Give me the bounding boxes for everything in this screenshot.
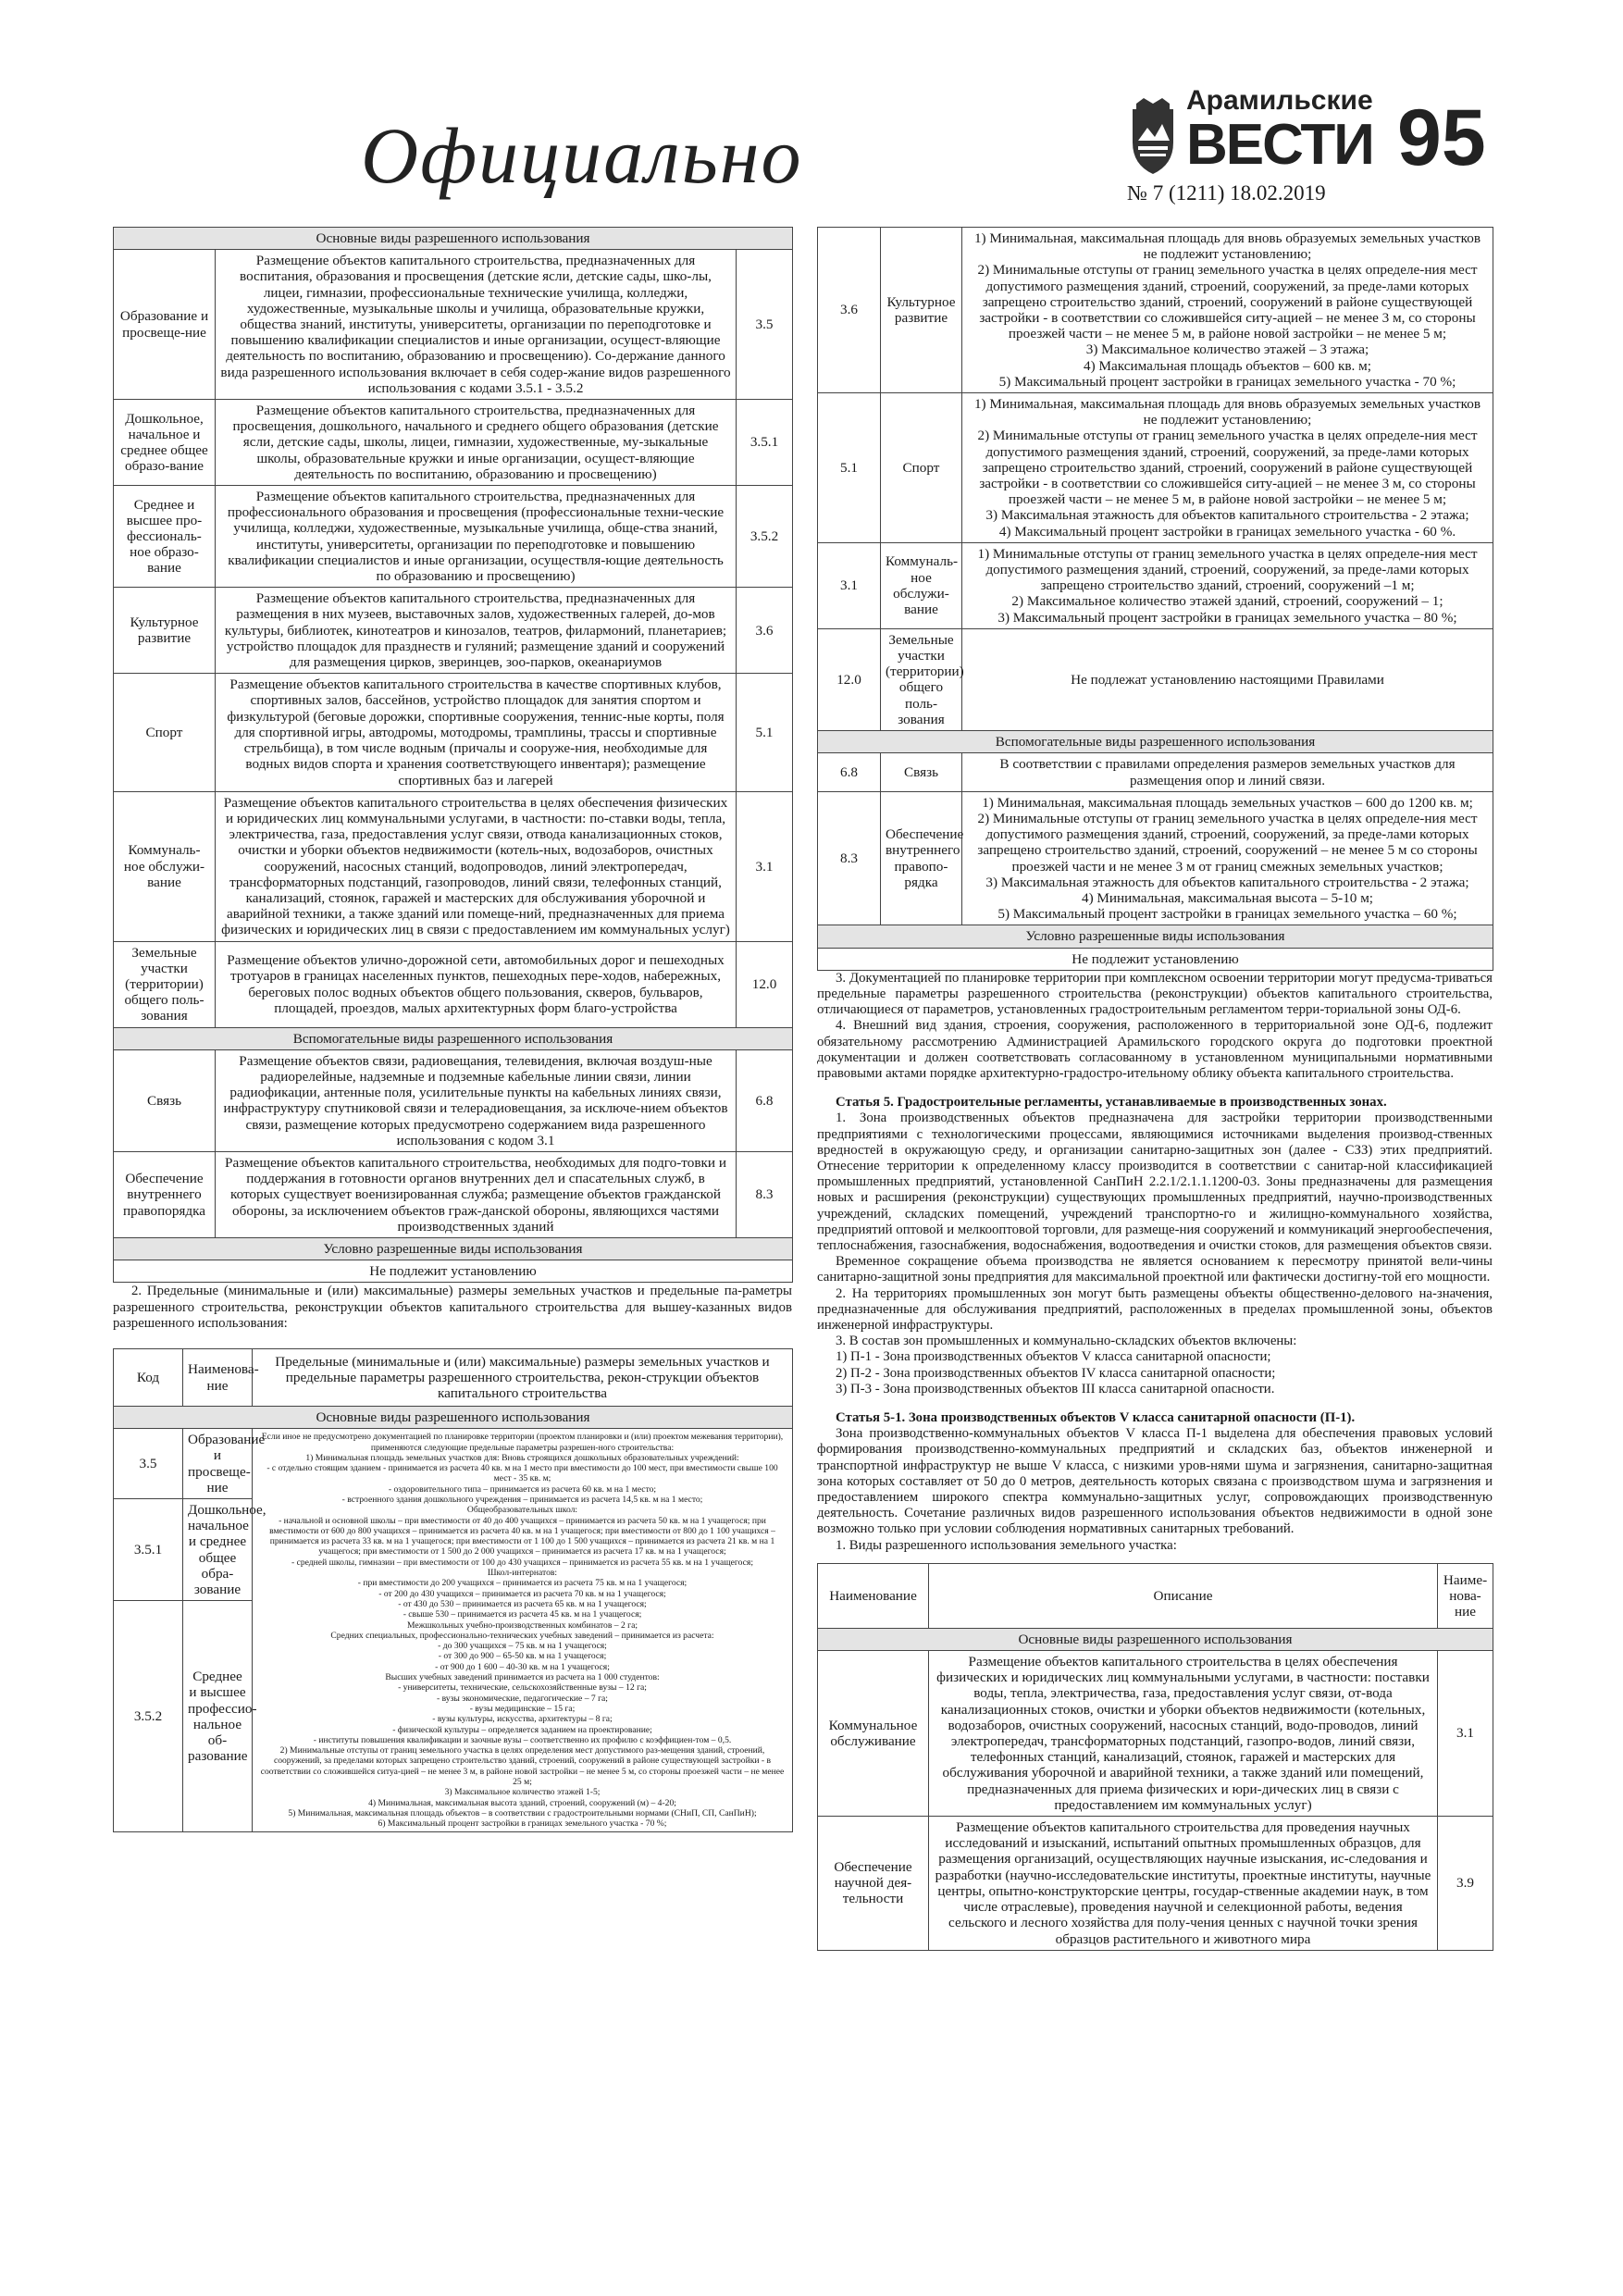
art5-p4: 3. В состав зон промышленных и коммунально-складских объектов включены:	[836, 1334, 1297, 1349]
limits-line: - встроенного здания дошкольного учреждения – принимается из расчета 14,5 кв. м на 1 место;	[341, 1494, 703, 1505]
limit-line: Не подлежат установлению настоящими Правилами	[1071, 671, 1384, 688]
limits-line: Школ-интернатов:	[487, 1568, 558, 1579]
desc-cell: Размещение объектов капитального строительства, предназначенных для профессионального образования и просвещения (профессиональные техни-ческие училища, колледжи, художественные, музыкальные училища, обще-ства знаний, институты, университеты, организации по переподготовке и повышению квалификации специалистов и иные организации, осуществля-ющие деятельность по образованию и просвещению)	[216, 486, 737, 588]
code-cell: 3.5.1	[114, 1499, 183, 1601]
paragraph-2	[113, 1284, 792, 1332]
code-cell: 12.0	[818, 628, 881, 730]
table-row	[114, 674, 793, 791]
limits-line: - от 430 до 530 – принимается из расчета 65 кв. м на 1 учащегося;	[398, 1598, 647, 1609]
name-cell: Земельные участки (территории) общего поль-зования	[114, 941, 216, 1027]
table-row	[114, 588, 793, 674]
art5-p2: Временное сокращение объема производства не является основанием к пересмотру принятой вели-чины санитарно-защитной зоны предприятия для максимальной проектной или фактически достигну-той его мощности.	[817, 1254, 1493, 1285]
art51-p1: Зона производственно-коммунальных объектов V класса П-1 выделена для обеспечения правовых условий формирования производственно-коммунальных предприятий и складских баз, объектов инженерной и транспортной инфраструктур не выше V класса, с низкими уров-нями шума и загрязнения, санитарно-защитная зона которых составляет от 50 до 0 метров, деятельность которых связана с производством шума и загрязнения и предоставлением широкого спектра коммунально-защитных услуг, сопровождающих производственную деятельность. Сочетание различных видов разрешенного использования объектов недвижимости в одной зоне возможно только при условии соблюдения нормативных санитарных требований.	[817, 1426, 1493, 1537]
logo-title: ВЕСТИ	[1186, 113, 1373, 177]
zones-list	[817, 1349, 1493, 1397]
name-cell: Спорт	[881, 393, 962, 543]
name-cell: Связь	[881, 753, 962, 791]
table-row	[114, 250, 793, 400]
name-cell: Обеспечение научной дея-тельности	[818, 1817, 929, 1951]
desc-cell	[962, 791, 1493, 925]
code-cell: 12.0	[737, 941, 793, 1027]
table-row	[818, 228, 1493, 393]
head-desc-4: Описание	[929, 1563, 1438, 1628]
head-code: Код	[114, 1349, 183, 1407]
limit-line: 2) Минимальные отступы от границ земельного участка в целях определе-ния мест допустимого размещения зданий, строений, сооружений, за преде-лами которых запрещено строительство зданий, строений, сооружений в районе существующей застройки - в соответствии со сложившейся ситу-ацией – не менее 3 м, со стороны проезжей части – не менее 5 м, в районе новой застройки – не менее 5 м;	[977, 262, 1478, 342]
head-name-4: Наименование	[818, 1563, 929, 1628]
table-row	[818, 791, 1493, 925]
code-cell: 3.6	[818, 228, 881, 393]
code-cell: 3.5	[737, 250, 793, 400]
limits-line: - от 300 до 900 – 65-50 кв. м на 1 учащегося;	[438, 1651, 607, 1662]
limit-line: 1) Минимальные отступы от границ земельного участка в целях определе-ния мест допустимого размещения зданий, строений, сооружений, за преде-лами которых запрещено строительство зданий, строений, сооружений –1 м;	[977, 545, 1478, 594]
code-cell: 8.3	[737, 1151, 793, 1237]
limits-line: 4) Минимальная, максимальная высота зданий, строений, сооружений (м) – 4-20;	[368, 1797, 676, 1808]
desc-cell	[962, 628, 1493, 730]
limit-line: 1) Минимальная, максимальная площадь для вновь образуемых земельных участков не подлежит установлению;	[973, 230, 1481, 263]
limit-line: 2) Максимальное количество этажей зданий, строений, сооружений – 1;	[1011, 593, 1443, 610]
desc-cell: Размещение объектов связи, радиовещания, телевидения, включая воздуш-ные радиорелейные, надземные и подземные кабельные линии связи, линии радиофикации, антенные поля, усилительные пункты на кабельных линиях связи, инфраструктуру спутниковой связи и телерадиовещания, за исключе-нием объектов связи, размещение которых предусмотрено содержанием вида разрешенного использования с кодом 3.1	[216, 1049, 737, 1151]
permitted-use-table	[113, 227, 793, 1283]
name-cell: Коммуналь-ное обслужи-вание	[881, 542, 962, 628]
limit-line: 5) Максимальный процент застройки в границах земельного участка - 70 %;	[998, 373, 1456, 390]
section-title: Официально	[361, 111, 803, 200]
limits-line: - свыше 530 – принимается из расчета 45 кв. м на 1 учащегося;	[403, 1609, 642, 1620]
limit-line: 3) Максимальная этажность для объектов капитального строительства - 2 этажа;	[985, 507, 1469, 524]
head-desc: Предельные (минимальные и (или) максимальные) размеры земельных участков и предельные параметры разрешенного строительства, рекон-струкции объектов капитального строительства	[253, 1349, 793, 1407]
p1-use-table	[817, 1563, 1493, 1951]
limits-line: Общеобразовательных школ:	[466, 1505, 578, 1516]
desc-cell	[962, 228, 1493, 393]
article-5-title: Статья 5. Градостроительные регламенты, устанавливаемые в производственных зонах.	[836, 1095, 1387, 1111]
right-limits-table	[817, 227, 1493, 971]
limit-line: 2) Минимальные отступы от границ земельного участка в целях определе-ния мест допустимого размещения зданий, строений, сооружений, за преде-лами которых запрещено строительство зданий, строений, сооружений в районе существующей застройки - в соответствии со сложившейся ситу-ацией – не менее 3 м, со стороны проезжей части – не менее 5 м, в районе новой застройки – не менее 5 м;	[977, 428, 1478, 508]
newspaper-logo	[1127, 85, 1373, 187]
zone-item: 2) П-2 - Зона производственных объектов IV класса санитарной опасности;	[836, 1365, 1276, 1381]
limit-line: 3) Максимальный процент застройки в границах земельного участка – 80 %;	[997, 609, 1457, 626]
limits-line: - вузы медицинские – 15 га;	[469, 1703, 576, 1714]
limits-line: 2) Минимальные отступы от границ земельного участка в целях определения мест допустимого раз-мещения зданий, строений, сооружений, за пределами которых запрещено строительство зданий, строений, сооружений в районе существующей застройки - в соответствии со сложившейся ситуа-цией – не менее 3 м, в районе новой застройки – не менее 5 м, со стороны проезжей части – не менее 25 м;	[260, 1745, 785, 1787]
page-header	[0, 0, 1623, 227]
table-row	[114, 486, 793, 588]
desc-cell	[962, 393, 1493, 543]
crest-icon	[1127, 96, 1179, 176]
table-row	[818, 393, 1493, 543]
limits-desc-cell	[253, 1429, 793, 1832]
name-cell: Среднее и высшее профессио-нальное об-разование	[183, 1601, 253, 1832]
band-cond: Условно разрешенные виды использования	[114, 1237, 793, 1260]
limits-line: - с отдельно стоящим зданием - принимается из расчета 40 кв. м на 1 место при вместимости до 100 мест, при вместимости свыше 100 мест - 35 кв. м;	[266, 1463, 778, 1484]
cond-text-3: Не подлежит установлению	[818, 948, 1493, 970]
name-cell: Культурное развитие	[114, 588, 216, 674]
limit-line: 3) Максимальное количество этажей – 3 этажа;	[1085, 341, 1369, 358]
band-cond-3: Условно разрешенные виды использования	[818, 925, 1493, 948]
band-aux: Вспомогательные виды разрешенного использования	[114, 1027, 793, 1049]
para2-text: 2. Предельные (минимальные и (или) максимальные) размеры земельных участков и предельные па-раметры разрешенного строительства, реконструкции объектов капитального строительства для вышеу-казанных видов разрешенного использования:	[113, 1284, 792, 1331]
code-cell: 3.5.1	[737, 400, 793, 486]
name-cell: Образование и просвеще-ние	[114, 250, 216, 400]
art5-p1: 1. Зона производственных объектов предназначена для застройки территории производственными предприятиями с технологическими процессами, являющимися источниками выделения производ-ственных вредностей в окружающую среду, и организации санитарно-защитных зон (далее - СЗЗ) этих предприятий. Отнесение территории к определенному классу производится в соответствии с санитар-ной классификацией промышленных предприятий, установленной СанПиН 2.2.1/2.1.1.1200-03. Зоны предназначены для размещения новых и расширения (реконструкции) существующих промышленных предприятий, научно-производственных учреждений, складских помещений, учреждений транспортно-го и жилищно-коммунального хозяйства, предприятий оптовой и мелкооптовой торговли, для размеще-ния сооружений и коммуникаций энергообеспечения, теплоснабжения, газоснабжения, водоснабжения, водоотведения и очистки стоков, для размещения объектов связи.	[817, 1111, 1493, 1253]
limits-line: - до 300 учащихся – 75 кв. м на 1 учащегося;	[438, 1641, 607, 1652]
cond-text: Не подлежит установлению	[114, 1260, 793, 1283]
limits-line: - вузы экономические, педагогические – 7 га;	[437, 1693, 608, 1704]
page-number: 95	[1397, 93, 1486, 182]
table-row	[114, 1151, 793, 1237]
code-cell: 3.5	[114, 1429, 183, 1499]
desc-cell: Размещение объектов капитального строительства, предназначенных для размещения в них музеев, выставочных залов, художественных галерей, до-мов культуры, библиотек, кинотеатров и кинозалов, театров, филармоний, планетариев; устройство площадок для празднеств и гуляний; размещение зданий и сооружений для размещения цирков, зверинцев, зоо-парков, океанариумов	[216, 588, 737, 674]
limits-line: - институты повышения квалификации и заочные вузы – соответственно их профилю с коэффициен-том – 0,5.	[313, 1734, 732, 1745]
limits-line: - начальной и основной школы – при вместимости от 40 до 400 учащихся – принимается из расчета 50 кв. м на 1 учащегося; при вместимости от 600 до 800 учащихся – принимается из расчета 40 кв. м на 1 учащегося; при вместимости от 800 до 1 100 учащихся – принимается из расчета 33 кв. м на 1 учащегося; при вместимости от 1 100 до 1 500 учащихся – принимается из расчета 21 кв. м на 1 учащегося; при вместимости от 1 500 до 2 000 учащихся – принимается из расчета 17 кв. м на 1 учащегося;	[269, 1515, 775, 1558]
name-cell: Земельные участки (территории) общего поль-зования	[881, 628, 962, 730]
code-cell: 3.1	[737, 791, 793, 941]
table-row	[114, 941, 793, 1027]
limits-line: - оздоровительного типа – принимается из расчета 60 кв. м на 1 место;	[388, 1483, 657, 1495]
name-cell: Коммуналь-ное обслужи-вание	[114, 791, 216, 941]
limits-line: 6) Максимальный процент застройки в границах земельного участка - 70 %;	[378, 1818, 667, 1830]
desc-cell: Размещение объектов капитального строительства, предназначенных для просвещения, дошкольного, начального и среднего общего образования (детские ясли, детские сады, школы, лицеи, гимназии, художественные, му-зыкальные школы, образовательные кружки и иные организации, осущест-вляющие деятельность по воспитанию, образованию и просвещению)	[216, 400, 737, 486]
limits-line: 5) Минимальная, максимальная площадь объектов – в соответствии с градостроительными нормами (СНиП, СП, СанПиН);	[288, 1807, 757, 1818]
band-aux-3: Вспомогательные виды разрешенного использования	[818, 731, 1493, 753]
limits-line: Если иное не предусмотрено документацией по планировке территории (проектом планировки и (или) проектом межевания территории), применяются следующие предельные параметры разрешен-ного строительства:	[261, 1432, 784, 1453]
desc-cell: Размещение объектов капитального строительства для проведения научных исследований и изысканий, испытаний опытных промышленных образцов, для размещения организаций, осуществляющих научные изыскания, ис-следования и разработки (научно-исследовательские институты, проектные институты, научные центры, опытно-конструкторские центры, государ-ственные академии наук, в том числе отраслевые), проведения научной и селекционной работы, ведения сельского и лесного хозяйства для полу-чения ценных с научной точки зрения образцов растительного и животного мира	[929, 1817, 1438, 1951]
name-cell: Обеспечение внутреннего правопорядка	[114, 1151, 216, 1237]
right-column	[817, 227, 1493, 1951]
limits-line: Средних специальных, профессионально-технических учебных заведений – принимается из расчета:	[330, 1630, 714, 1641]
head-name: Наименова-ние	[183, 1349, 253, 1407]
logo-subtitle: Арамильские	[1186, 85, 1373, 116]
name-cell: Связь	[114, 1049, 216, 1151]
name-cell: Культурное развитие	[881, 228, 962, 393]
band-main-2: Основные виды разрешенного использования	[114, 1407, 793, 1429]
zone-item: 3) П-3 - Зона производственных объектов III класса санитарной опасности.	[836, 1381, 1275, 1396]
limit-line: 4) Максимальный процент застройки в границах земельного участка - 60 %.	[998, 523, 1456, 540]
name-cell: Коммунальное обслуживание	[818, 1651, 929, 1817]
limits-table	[113, 1348, 793, 1832]
left-column	[113, 227, 792, 1832]
limits-line: - от 900 до 1 600 – 40-30 кв. м на 1 учащегося;	[435, 1661, 610, 1672]
desc-cell: Размещение объектов капитального строительства в качестве спортивных клубов, спортивных залов, бассейнов, устройство площадок для занятия спортом и физкультурой (беговые дорожки, спортивные сооружения, теннис-ные корты, поля для спортивной игры, автодромы, мотодромы, трамплины, трассы и спортивные стрельбища), в том числе водным (причалы и сооруже-ния, необходимые для водных видов спорта и хранения соответствующего инвентаря); размещение спортивных баз и лагерей	[216, 674, 737, 791]
code-cell: 3.5.2	[114, 1601, 183, 1832]
desc-cell: Размещение объектов капитального строительства в целях обеспечения физических и юридических лиц коммунальными услугами, в частности: по-ставки воды, тепла, электричества, газа, предоставления услуг связи, отвода канализационных стоков, очистки и уборки объектов недвижимости (котель-ных, водозаборов, очистных сооружений, насосных станций, водопроводов, линий электропередач, трансформаторных подстанций, газопроводов, линий связи, телефонных станций, канализаций, стоянок, гаражей и мастерских для обслуживания уборочной и аварийной техники, а также зданий или помеще-ний, предназначенных для приема физических и юридических лиц в связи с предоставлением им коммунальных услуг)	[216, 791, 737, 941]
desc-cell: Размещение объектов улично-дорожной сети, автомобильных дорог и пешеходных тротуаров в границах населенных пунктов, пешеходных пере-ходов, набережных, береговых полос водных объектов общего пользования, скверов, бульваров, площадей, проездов, малых архитектурных форм благо-устройства	[216, 941, 737, 1027]
code-cell: 3.1	[1438, 1651, 1493, 1817]
table-row	[818, 753, 1493, 791]
limits-line: Межшкольных учебно-производственных комбинатов – 2 га;	[406, 1620, 638, 1631]
limit-line: 5) Максимальный процент застройки в границах земельного участка – 60 %;	[997, 906, 1457, 923]
p4: 4. Внешний вид здания, строения, сооружения, расположенного в территориальной зоне ОД-6, подлежит обязательному рассмотрению Администрацией Арамильского городского округа до подготовки проектной документации и должен соответствовать согласованному в установленном муниципальными нормативными правовыми актами порядке архитектурно-градостро-ительному облику объекта капитального строительства.	[817, 1018, 1493, 1081]
code-cell: 3.1	[818, 542, 881, 628]
limit-line: 4) Минимальная, максимальная высота – 5-10 м;	[1081, 889, 1374, 906]
art51-p2: 1. Виды разрешенного использования земельного участка:	[836, 1537, 1177, 1553]
name-cell: Дошкольное, начальное и среднее общее образо-вание	[114, 400, 216, 486]
limit-line: 2) Минимальные отступы от границ земельного участка в целях определе-ния мест допустимого размещения зданий, строений, сооружений, за преде-лами которых запрещено строительство зданий, строений, сооружений – не менее 5 м со стороны проезжей части и не менее 3 м от границ смежных земельных участков;	[977, 810, 1478, 875]
right-text	[817, 971, 1493, 1554]
desc-cell	[962, 542, 1493, 628]
limit-line: 1) Минимальная, максимальная площадь земельных участков – 600 до 1200 кв. м;	[982, 794, 1473, 811]
art5-p3: 2. На территориях промышленных зон могут быть размещены объекты общественно-делового на-значения, предназначенные для обслуживания предприятий, расположенных в пределах промышленной зоны, объектов инженерной инфраструктуры.	[817, 1285, 1493, 1333]
name-cell: Дошкольное, начальное и среднее общее обра-зование	[183, 1499, 253, 1601]
code-cell: 3.5.2	[737, 486, 793, 588]
limit-line: 1) Минимальная, максимальная площадь для вновь образуемых земельных участков не подлежит установлению;	[973, 396, 1481, 428]
article-5-1-title: Статья 5-1. Зона производственных объектов V класса санитарной опасности (П-1).	[836, 1410, 1356, 1426]
limits-line: Высших учебных заведений принимается из расчета на 1 000 студентов:	[385, 1672, 660, 1683]
limits-line: - средней школы, гимназии – при вместимости от 100 до 430 учащихся – принимается из расчета 55 кв. м на 1 учащегося;	[291, 1557, 753, 1568]
table-row	[818, 542, 1493, 628]
limits-line: - физической культуры – определяется заданием на проектирование;	[392, 1724, 652, 1735]
table-row	[114, 791, 793, 941]
p3: 3. Документацией по планировке территории при комплексном освоении территории могут предусма-триваться предельные параметры разрешенного строительства (реконструкции) объектов капитального строительства, отличающиеся от параметров, установленных градостроительным регламентом терри-ториальной зоны ОД-6.	[817, 970, 1493, 1018]
limit-line: В соответствии с правилами определения размеров земельных участков для размещения опор и линий связи.	[999, 756, 1456, 788]
limits-line: - вузы культуры, искусства, архитектуры – 8 га;	[432, 1714, 613, 1725]
desc-cell: Размещение объектов капитального строительства, предназначенных для воспитания, образования и просвещения (детские ясли, детские сады, шко-лы, лицеи, гимназии, профессиональные технические училища, колледжи, художественные, музыкальные школы и училища, образовательные кружки, общества знаний, институты, университеты, организации по переподготовке и повышению квалификации специалистов и иные организации, осущест-вляющие деятельность по воспитанию, образованию и просвещению). Со-держание данного вида разрешенного использования включает в себя содер-жание видов разрешенного использования с кодами 3.5.1 - 3.5.2	[216, 250, 737, 400]
limits-line: 1) Минимальная площадь земельных участков для: Вновь строящихся дошкольных образовательных учреждений:	[305, 1452, 739, 1463]
limits-line: - при вместимости до 200 учащихся – принимается из расчета 75 кв. м на 1 учащегося;	[357, 1578, 688, 1589]
limits-line: - от 200 до 430 учащихся – принимается из расчета 70 кв. м на 1 учащегося;	[378, 1588, 666, 1599]
table-row	[818, 628, 1493, 730]
code-cell: 3.9	[1438, 1817, 1493, 1951]
limit-line: 3) Максимальная этажность для объектов капитального строительства - 2 этажа;	[985, 874, 1469, 890]
head-code-4: Наиме-нова-ние	[1438, 1563, 1493, 1628]
limit-line: 4) Максимальная площадь объектов – 600 кв. м;	[1084, 357, 1371, 374]
code-cell: 5.1	[818, 393, 881, 543]
desc-cell	[962, 753, 1493, 791]
limits-line: - университеты, технические, сельскохозяйственные вузы – 12 га;	[398, 1682, 647, 1694]
desc-cell: Размещение объектов капитального строительства, необходимых для подго-товки и поддержания в готовности органов внутренних дел и спасательных служб, в которых существует военизированная служба; размещение объектов гражданской обороны, за исключением объектов граж-данской обороны, являющихся частями производственных зданий	[216, 1151, 737, 1237]
desc-cell: Размещение объектов капитального строительства в целях обеспечения физических и юридических лиц коммунальными услугами, в частности: поставки воды, тепла, электричества, газа, предоставления услуг связи, от-вода канализационных стоков, очистки и уборки объектов недвижимости (котельных, водозаборов, очистных сооружений, насосных станций, водо-проводов, линий электропередач, трансформаторных подстанций, газопро-водов, линий связи, телефонных станций, канализаций, стоянок, гаражей и мастерских для обслуживания уборочной и аварийной техники, а также зданий или помещений, предназначенных для приема физических и юри-дических лиц в связи с предоставлением им коммунальных услуг)	[929, 1651, 1438, 1817]
code-cell: 6.8	[737, 1049, 793, 1151]
code-cell: 5.1	[737, 674, 793, 791]
code-cell: 6.8	[818, 753, 881, 791]
band-main-4: Основные виды разрешенного использования	[818, 1628, 1493, 1650]
table-row	[114, 1049, 793, 1151]
table-row	[114, 400, 793, 486]
name-cell: Образование и просвеще-ние	[183, 1429, 253, 1499]
name-cell: Обеспечение внутреннего правопо-рядка	[881, 791, 962, 925]
code-cell: 3.6	[737, 588, 793, 674]
name-cell: Среднее и высшее про-фессиональ-ное образо-вание	[114, 486, 216, 588]
limits-line: 3) Максимальное количество этажей 1-5;	[444, 1787, 601, 1798]
band-main: Основные виды разрешенного использования	[114, 228, 793, 250]
code-cell: 8.3	[818, 791, 881, 925]
zone-item: 1) П-1 - Зона производственных объектов V класса санитарной опасности;	[836, 1349, 1271, 1365]
name-cell: Спорт	[114, 674, 216, 791]
issue-info: № 7 (1211) 18.02.2019	[1127, 181, 1326, 205]
